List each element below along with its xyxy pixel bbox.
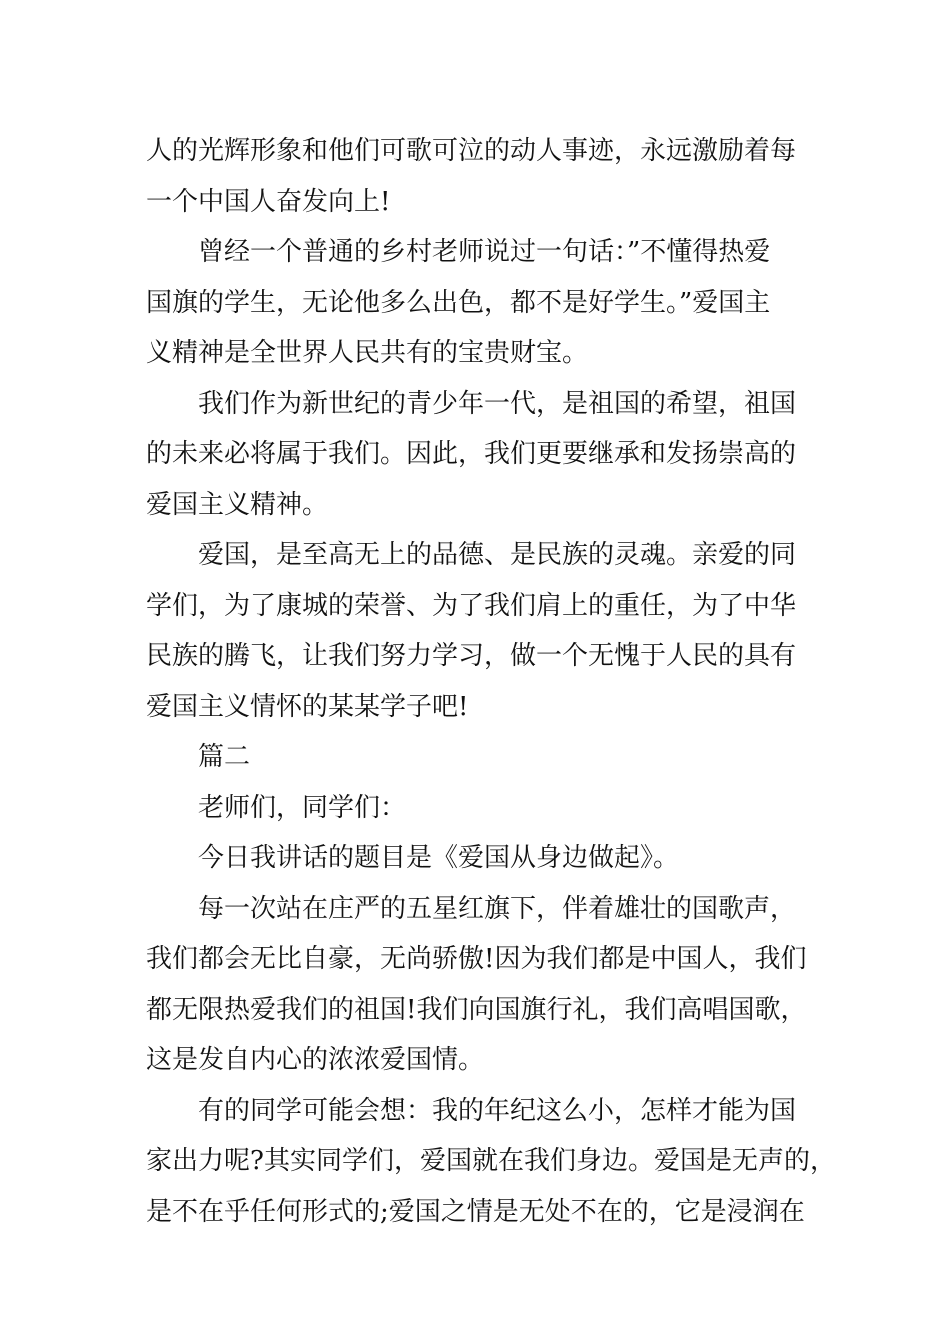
paragraph: [146, 884, 826, 1086]
text-line: 老师们，同学们：: [198, 792, 407, 823]
text-line: 是不在乎任何形式的;爱国之情是无处不在的，它是浸润在: [146, 1196, 805, 1227]
paragraph: [146, 732, 826, 783]
text-line: 一个中国人奋发向上!: [146, 186, 391, 217]
paragraph: [146, 227, 826, 379]
text-line: 篇二: [198, 742, 251, 772]
text-line: 民族的腾飞，让我们努力学习，做一个无愧于人民的具有: [146, 641, 797, 671]
text-line: 有的同学可能会想：我的年纪这么小，怎样才能为国: [198, 1095, 797, 1126]
text-line: 曾经一个普通的乡村老师说过一句话：”不懂得热爱: [198, 237, 771, 267]
paragraph: [146, 126, 826, 227]
text-line: 学们，为了康城的荣誉、为了我们肩上的重任，为了中华: [146, 590, 797, 621]
text-line: 爱国，是至高无上的品德、是民族的灵魂。亲爱的同: [198, 540, 797, 570]
text-line: 爱国主义精神。: [146, 489, 329, 520]
paragraph: [146, 379, 826, 531]
paragraph: [146, 530, 826, 732]
text-line: 国旗的学生，无论他多么出色，都不是好学生。”爱国主: [146, 287, 771, 318]
text-line: 每一次站在庄严的五星红旗下，伴着雄壮的国歌声，: [198, 893, 797, 924]
text-line: 我们作为新世纪的青少年一代，是祖国的希望，祖国: [198, 388, 797, 419]
text-line: 义精神是全世界人民共有的宝贵财宝。: [146, 338, 589, 368]
text-line: 爱国主义情怀的某某学子吧!: [146, 691, 469, 722]
paragraph: [146, 1086, 836, 1238]
document-body: [146, 126, 836, 1237]
text-line: 今日我讲话的题目是《爱国从身边做起》。: [198, 843, 680, 873]
text-line: 我们都会无比自豪，无尚骄傲!因为我们都是中国人，我们: [146, 944, 807, 974]
text-line: 这是发自内心的浓浓爱国情。: [146, 1045, 485, 1075]
text-line: 家出力呢?其实同学们，爱国就在我们身边。爱国是无声的，: [146, 1146, 836, 1176]
paragraph: [146, 783, 826, 834]
paragraph: [146, 833, 826, 884]
text-line: 的未来必将属于我们。因此，我们更要继承和发扬崇高的: [146, 439, 797, 469]
text-line: 人的光辉形象和他们可歌可泣的动人事迹，永远激励着每: [146, 136, 797, 166]
text-line: 都无限热爱我们的祖国!我们向国旗行礼，我们高唱国歌，: [146, 994, 807, 1025]
